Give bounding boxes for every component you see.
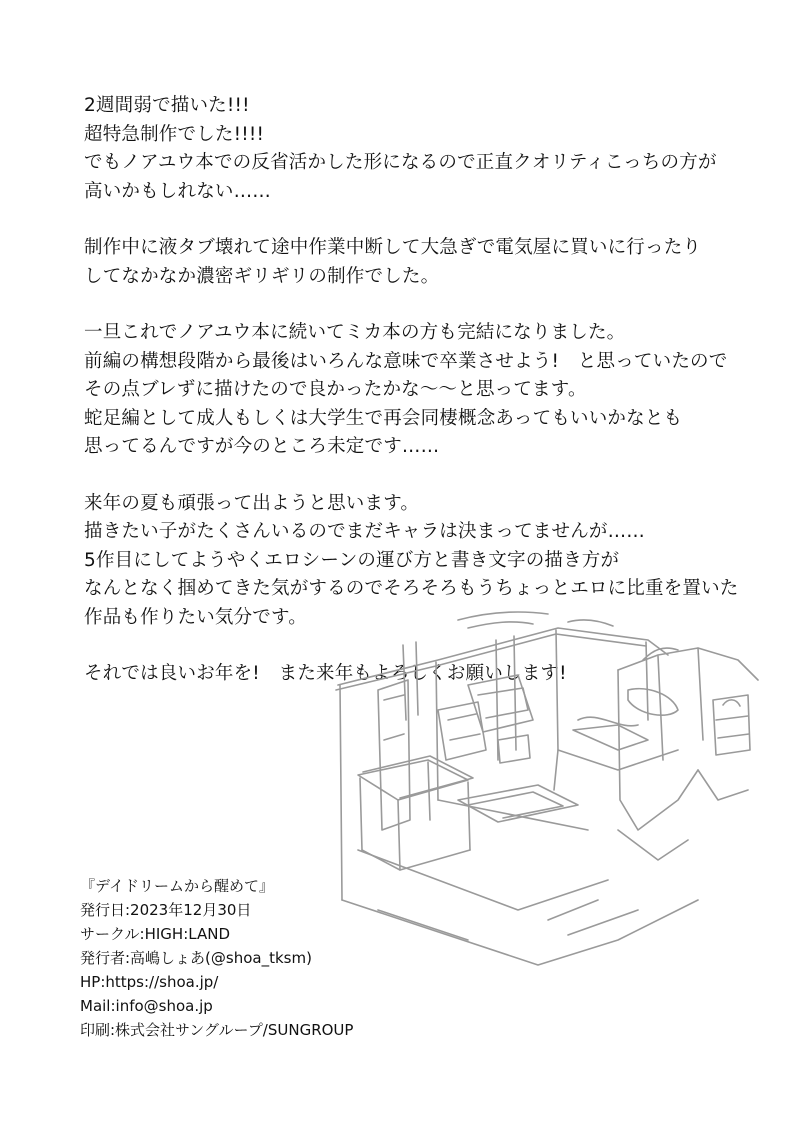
text-line: 高いかもしれない…… xyxy=(84,180,272,202)
publish-date: 発行日:2023年12月30日 xyxy=(80,901,252,919)
mail: Mail:info@shoa.jp xyxy=(80,997,213,1015)
paragraph-1 xyxy=(84,92,764,206)
text-line: でもノアユウ本での反省活かした形になるので正直クオリティこっちの方が xyxy=(84,152,717,173)
text-line: してなかなか濃密ギリギリの制作でした。 xyxy=(84,265,440,287)
homepage: HP:https://shoa.jp/ xyxy=(80,973,219,991)
text-line: 一旦これでノアユウ本に続いてミカ本の方も完結になりました。 xyxy=(84,322,626,343)
text-line: 前編の構想段階から最後はいろんな意味で卒業させよう! と思っていたので xyxy=(84,350,728,372)
text-line: 来年の夏も頑張って出ようと思います。 xyxy=(84,492,420,514)
publisher: 発行者:高嶋しょあ(@shoa_tksm) xyxy=(80,949,312,967)
text-line: 蛇足編として成人もしくは大学生で再会同棲概念あってもいいかなとも xyxy=(84,407,683,429)
text-line: 超特急制作でした!!!! xyxy=(84,123,265,145)
colophon xyxy=(80,874,500,1042)
paragraph-3 xyxy=(84,319,764,462)
text-line: 作品も作りたい気分です。 xyxy=(84,606,307,628)
circle-name: サークル:HIGH:LAND xyxy=(80,925,230,943)
paragraph-2 xyxy=(84,234,764,291)
book-title: 『デイドリームから醒めて』 xyxy=(80,877,274,895)
printer: 印刷:株式会社サングループ/SUNGROUP xyxy=(80,1021,354,1039)
text-line: なんとなく掴めてきた気がするのでそろそろもうちょっとエロに比重を置いた xyxy=(84,578,739,599)
text-line: 描きたい子がたくさんいるのでまだキャラは決まってませんが…… xyxy=(84,521,646,542)
text-line: 思ってるんですが今のところ未定です…… xyxy=(84,436,440,457)
text-line: 5作目にしてようやくエロシーンの運び方と書き文字の描き方が xyxy=(84,549,620,571)
text-line: その点ブレずに描けたので良かったかな～～と思ってます。 xyxy=(84,379,587,400)
text-line: 2週間弱で描いた!!! xyxy=(84,95,250,116)
text-line: それでは良いお年を! また来年もよろしくお願いします! xyxy=(84,663,567,684)
text-line: 制作中に液タブ壊れて途中作業中断して大急ぎで電気屋に買いに行ったり xyxy=(84,237,702,258)
